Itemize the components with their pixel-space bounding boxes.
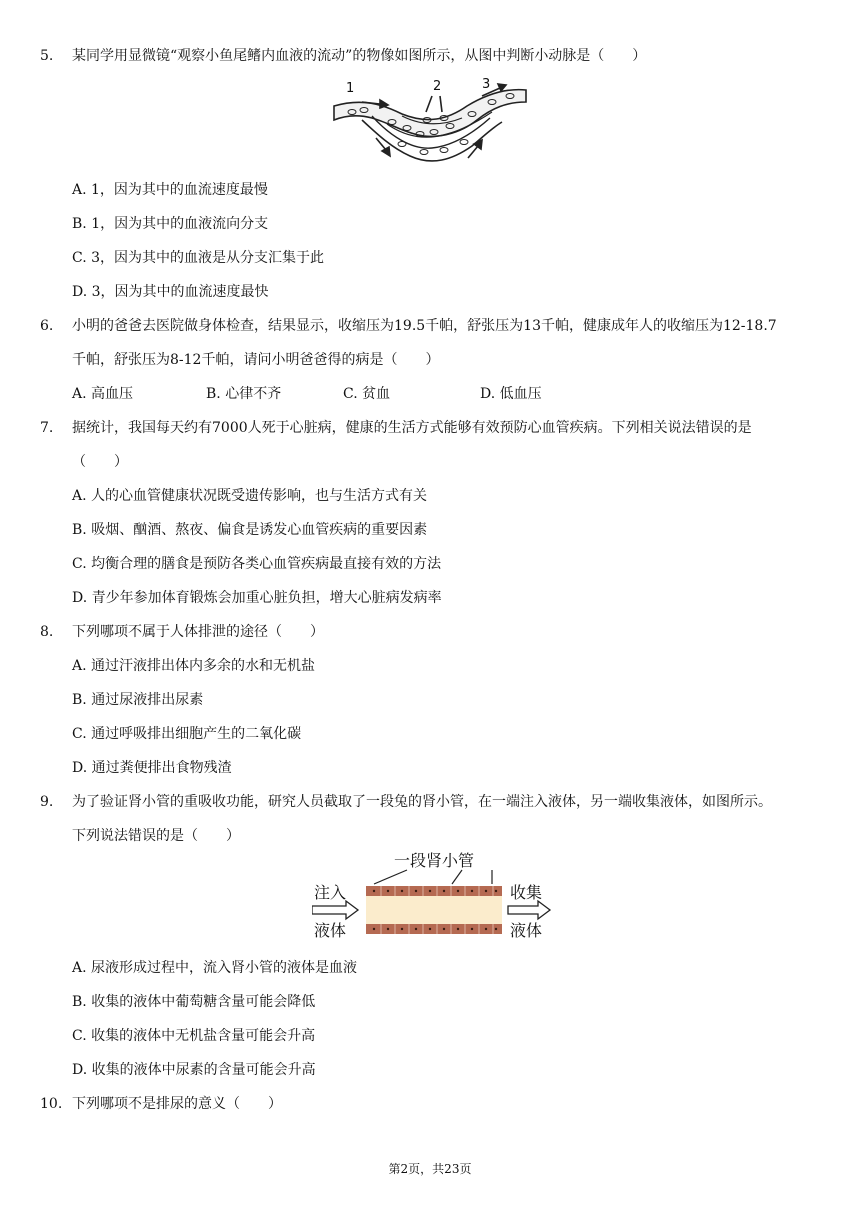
figure-label: 3 (482, 77, 491, 92)
figure-label: 2 (433, 79, 442, 94)
question-stem-continued: （ ） (72, 454, 128, 470)
answer-option: A. 尿液形成过程中，流入肾小管的液体是血液 (72, 960, 358, 976)
figure-label: 一段肾小管 (394, 851, 475, 870)
question-stem: 下列哪项不是排尿的意义（ ） (72, 1096, 282, 1112)
answer-option: B. 通过尿液排出尿素 (72, 692, 204, 708)
question-stem: 据统计，我国每天约有7000人死于心脏病，健康的生活方式能够有效预防心血管疾病。下列相关说法错误的是 (72, 420, 752, 436)
question-stem: 为了验证肾小管的重吸收功能，研究人员截取了一段兔的肾小管，在一端注入液体，另一端收集液体，如图所示。 (72, 794, 772, 810)
answer-option: B. 1，因为其中的血液流向分支 (72, 216, 269, 232)
answer-option: B. 吸烟、酗酒、熬夜、偏食是诱发心血管疾病的重要因素 (72, 522, 428, 538)
figure-label: 1 (346, 81, 355, 96)
answer-option: D. 通过粪便排出食物残渣 (72, 760, 232, 776)
answer-option: A. 人的心血管健康状况既受遗传影响，也与生活方式有关 (72, 488, 428, 504)
figure-label: 注入 (314, 883, 347, 902)
answer-option: C. 通过呼吸排出细胞产生的二氧化碳 (72, 726, 302, 742)
blood-flow-figure (332, 76, 528, 176)
answer-option: A. 1，因为其中的血流速度最慢 (72, 182, 268, 198)
figure-label: 液体 (314, 921, 347, 940)
answer-option: A. 通过汗液排出体内多余的水和无机盐 (72, 658, 316, 674)
question-stem-continued: 千帕，舒张压为8-12千帕，请问小明爸爸得的病是（ ） (72, 352, 440, 368)
answer-option: C. 3，因为其中的血液是从分支汇集于此 (72, 250, 325, 266)
answer-option: D. 3，因为其中的血流速度最快 (72, 284, 269, 300)
answer-option: A. 高血压 (72, 386, 134, 402)
renal-tubule-figure (312, 848, 552, 944)
question-number: 9. (40, 794, 54, 810)
answer-option: D. 收集的液体中尿素的含量可能会升高 (72, 1062, 316, 1078)
question-stem: 小明的爸爸去医院做身体检查，结果显示，收缩压为19.5千帕，舒张压为13千帕，健康成年人的收缩压为12-18.7 (72, 318, 777, 334)
question-stem-continued: 下列说法错误的是（ ） (72, 828, 240, 844)
question-stem: 某同学用显微镜“观察小鱼尾鳍内血液的流动”的物像如图所示，从图中判断小动脉是（ ） (72, 48, 647, 64)
figure-label: 收集 (510, 883, 543, 902)
answer-option: C. 收集的液体中无机盐含量可能会升高 (72, 1028, 316, 1044)
answer-option: D. 青少年参加体育锻炼会加重心脏负担，增大心脏病发病率 (72, 590, 442, 606)
question-number: 10. (40, 1096, 63, 1112)
page-footer: 第2页，共23页 (388, 1162, 472, 1176)
answer-option: B. 心律不齐 (206, 386, 282, 402)
question-stem: 下列哪项不属于人体排泄的途径（ ） (72, 624, 324, 640)
answer-option: C. 贫血 (343, 386, 391, 402)
question-number: 5. (40, 48, 54, 64)
answer-option: D. 低血压 (480, 386, 542, 402)
answer-option: B. 收集的液体中葡萄糖含量可能会降低 (72, 994, 316, 1010)
answer-option: C. 均衡合理的膳食是预防各类心血管疾病最直接有效的方法 (72, 556, 442, 572)
figure-label: 液体 (510, 921, 543, 940)
question-number: 8. (40, 624, 54, 640)
question-number: 6. (40, 318, 54, 334)
question-number: 7. (40, 420, 54, 436)
